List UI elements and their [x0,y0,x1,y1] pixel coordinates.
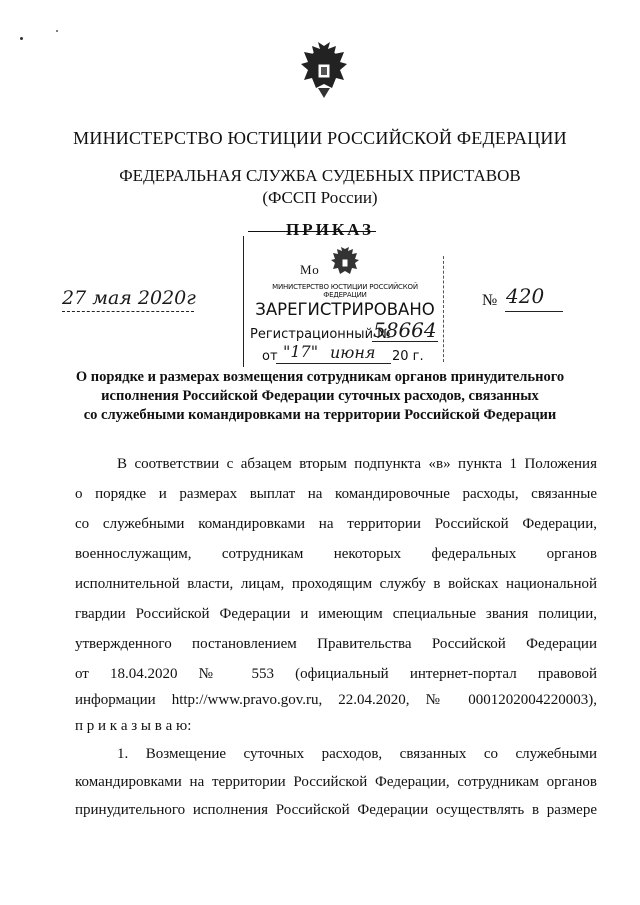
body-line: командировками на территории Российской Федерации, сотрудникам органов [75,774,597,790]
stamp-city: Мо [300,262,320,277]
body-line: о порядке и размерах выплат на командировочные расходы, связанные [75,486,597,502]
body-line: со служебными командировками на территории Российской Федерации, [75,516,597,532]
stamp-registered: ЗАРЕГИСТРИРОВАНО [255,300,435,319]
body-line: 1. Возмещение суточных расходов, связанных со служебными [117,746,597,762]
service-title: ФЕДЕРАЛЬНАЯ СЛУЖБА СУДЕБНЫХ ПРИСТАВОВ [119,166,521,185]
stamp-right-border [443,256,444,362]
registration-date-prefix: от [262,349,278,364]
body-line: гвардии Российской Федерации и имеющим специальные звания полиции, [75,606,597,622]
body-line: исполнительной власти, лицам, проходящим службу в войсках национальной [75,576,597,592]
stamp-emblem-icon [330,246,360,280]
service-short-title: (ФССП России) [262,188,378,207]
body-line: п р и к а з ы в а ю: [75,718,192,734]
stamp-ministry: МИНИСТЕРСТВО ЮСТИЦИИ РОССИЙСКОЙ ФЕДЕРАЦИИ [272,283,418,299]
registration-date-line [276,363,391,364]
stamp-left-border [243,236,244,367]
body-line: военнослужащим, сотрудникам некоторых федеральных органов [75,546,597,562]
body-line: В соответствии с абзацем вторым подпункта «в» пункта 1 Положения [117,456,597,472]
order-title: ПРИКАЗ [286,220,374,239]
registration-date-day: "17" [283,342,319,361]
stamp-top-border [248,231,376,232]
body-line: принудительного исполнения Российской Федерации осуществлять в размере [75,802,597,818]
coat-of-arms-icon [298,40,350,100]
scan-speck [20,37,23,40]
registration-date-year: 20 г. [392,349,424,364]
order-date: 27 мая 2020г [62,287,196,309]
registration-number: 58664 [373,318,437,342]
order-number: 420 [506,284,545,308]
order-date-line [62,311,194,312]
order-number-label: № [482,292,498,309]
registration-number-line [372,341,438,342]
heading-line: исполнения Российской Федерации суточных расходов, связанных [101,388,539,404]
body-line: от 18.04.2020 № 553 (официальный интернет-портал правовой [75,666,597,682]
heading-line: О порядке и размерах возмещения сотрудникам органов принудительного [75,369,565,385]
registration-date-month: июня [330,343,376,362]
heading-line: со служебными командировками на территории Российской Федерации [83,407,557,423]
body-line: информации http://www.pravo.gov.ru, 22.04.2020, № 0001202004220003), [75,692,597,708]
body-line: утвержденного постановлением Правительства Российской Федерации [75,636,597,652]
scan-speck [56,30,58,32]
registration-number-label: Регистрационный № [250,327,391,342]
ministry-title: МИНИСТЕРСТВО ЮСТИЦИИ РОССИЙСКОЙ ФЕДЕРАЦИИ [73,128,567,148]
order-number-line [505,311,563,312]
document-heading [40,368,600,425]
